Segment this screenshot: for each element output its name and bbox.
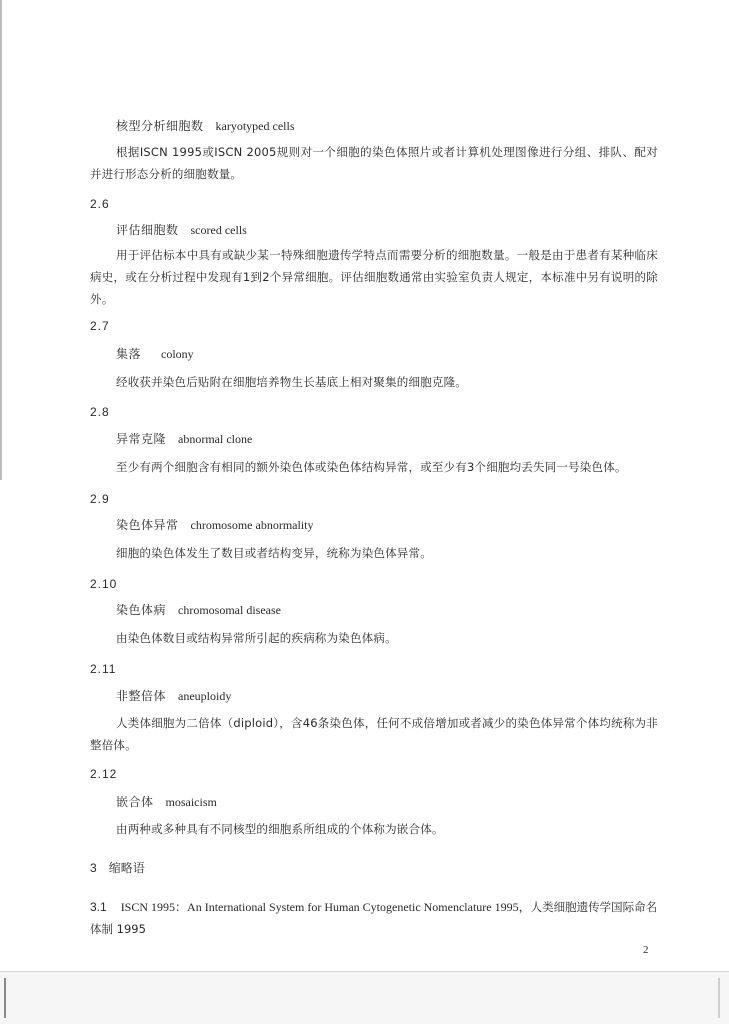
- section-title: 缩略语: [108, 861, 145, 875]
- term-en: chromosomal disease: [178, 603, 281, 617]
- definition-aneuploidy: 人类体细胞为二倍体（diploid），含46条染色体，任何不成倍增加或者减少的染色体异常个体均统称为非整倍体。: [90, 716, 658, 752]
- term-zh: 异常克隆: [116, 432, 167, 446]
- definition-chromosomal-disease: 由染色体数目或结构异常所引起的疾病称为染色体病。: [116, 631, 397, 645]
- clause-number: 2.11: [90, 662, 117, 676]
- scan-edge-bottom: [0, 971, 729, 1024]
- term-zh: 评估细胞数: [116, 223, 179, 237]
- term-zh: 染色体异常: [116, 518, 179, 532]
- scan-edge-left: [0, 0, 2, 480]
- term-karyotyped-cells: [116, 118, 295, 134]
- term-mosaicism: [116, 794, 217, 810]
- abbreviation-number: 3.1: [90, 900, 107, 914]
- term-abnormal-clone: [116, 431, 252, 447]
- definition-abnormal-clone: 至少有两个细胞含有相同的额外染色体或染色体结构异常，或至少有3个细胞均丢失同一号染色体。: [116, 460, 627, 474]
- term-en: karyotyped cells: [215, 119, 295, 133]
- definition-chromosome-abnormality: 细胞的染色体发生了数目或者结构变异，统称为染色体异常。: [116, 546, 432, 560]
- definition-karyotyped-cells: 根据ISCN 1995或ISCN 2005规则对一个细胞的染色体照片或者计算机处理图像进行分组、排队、配对并进行形态分析的细胞数量。: [90, 145, 658, 181]
- clause-number: 2.8: [90, 405, 110, 419]
- term-scored-cells: [116, 222, 247, 238]
- term-en: scored cells: [190, 223, 247, 237]
- clause-number: 2.12: [90, 767, 118, 781]
- definition-scored-cells: 用于评估标本中具有或缺少某一特殊细胞遗传学特点而需要分析的细胞数量。一般是由于患者有某种临床病史，或在分析过程中发现有1到2个异常细胞。评估细胞数通常由实验室负责人规定，本标准中另有说明的除外。: [90, 248, 658, 306]
- clause-number: 2.7: [90, 319, 110, 333]
- section-number: 3: [90, 861, 97, 875]
- page-number: 2: [643, 944, 649, 956]
- term-zh: 非整倍体: [116, 689, 167, 703]
- abbreviation-zh: 人类细胞遗传学国际命名体制 1995: [90, 900, 658, 936]
- term-zh: 染色体病: [116, 603, 167, 617]
- abbreviation-acronym: ISCN 1995：: [120, 900, 188, 914]
- term-chromosome-abnormality: [116, 517, 314, 533]
- clause-number: 2.10: [90, 577, 118, 591]
- term-en: aneuploidy: [178, 689, 232, 703]
- definition-colony: 经收获并染色后贴附在细胞培养物生长基底上相对聚集的细胞克隆。: [116, 375, 467, 389]
- term-colony: [116, 346, 194, 362]
- section-heading: [90, 860, 145, 876]
- term-zh: 集落: [116, 347, 142, 361]
- term-zh: 核型分析细胞数: [116, 119, 204, 133]
- term-en: colony: [161, 347, 194, 361]
- definition-mosaicism: 由两种或多种具有不同核型的细胞系所组成的个体称为嵌合体。: [116, 822, 444, 836]
- term-en: mosaicism: [165, 795, 217, 809]
- term-aneuploidy: [116, 688, 231, 704]
- abbreviation-iscn-1995: [90, 896, 662, 940]
- term-chromosomal-disease: [116, 602, 281, 618]
- clause-number: 2.6: [90, 197, 110, 211]
- clause-number: 2.9: [90, 492, 110, 506]
- term-en: chromosome abnormality: [190, 518, 314, 532]
- term-zh: 嵌合体: [116, 795, 154, 809]
- abbreviation-full-name: An International System for Human Cytogenetic Nomenclature 1995，: [187, 900, 531, 914]
- scan-border-marks: [4, 978, 720, 1018]
- term-en: abnormal clone: [178, 432, 253, 446]
